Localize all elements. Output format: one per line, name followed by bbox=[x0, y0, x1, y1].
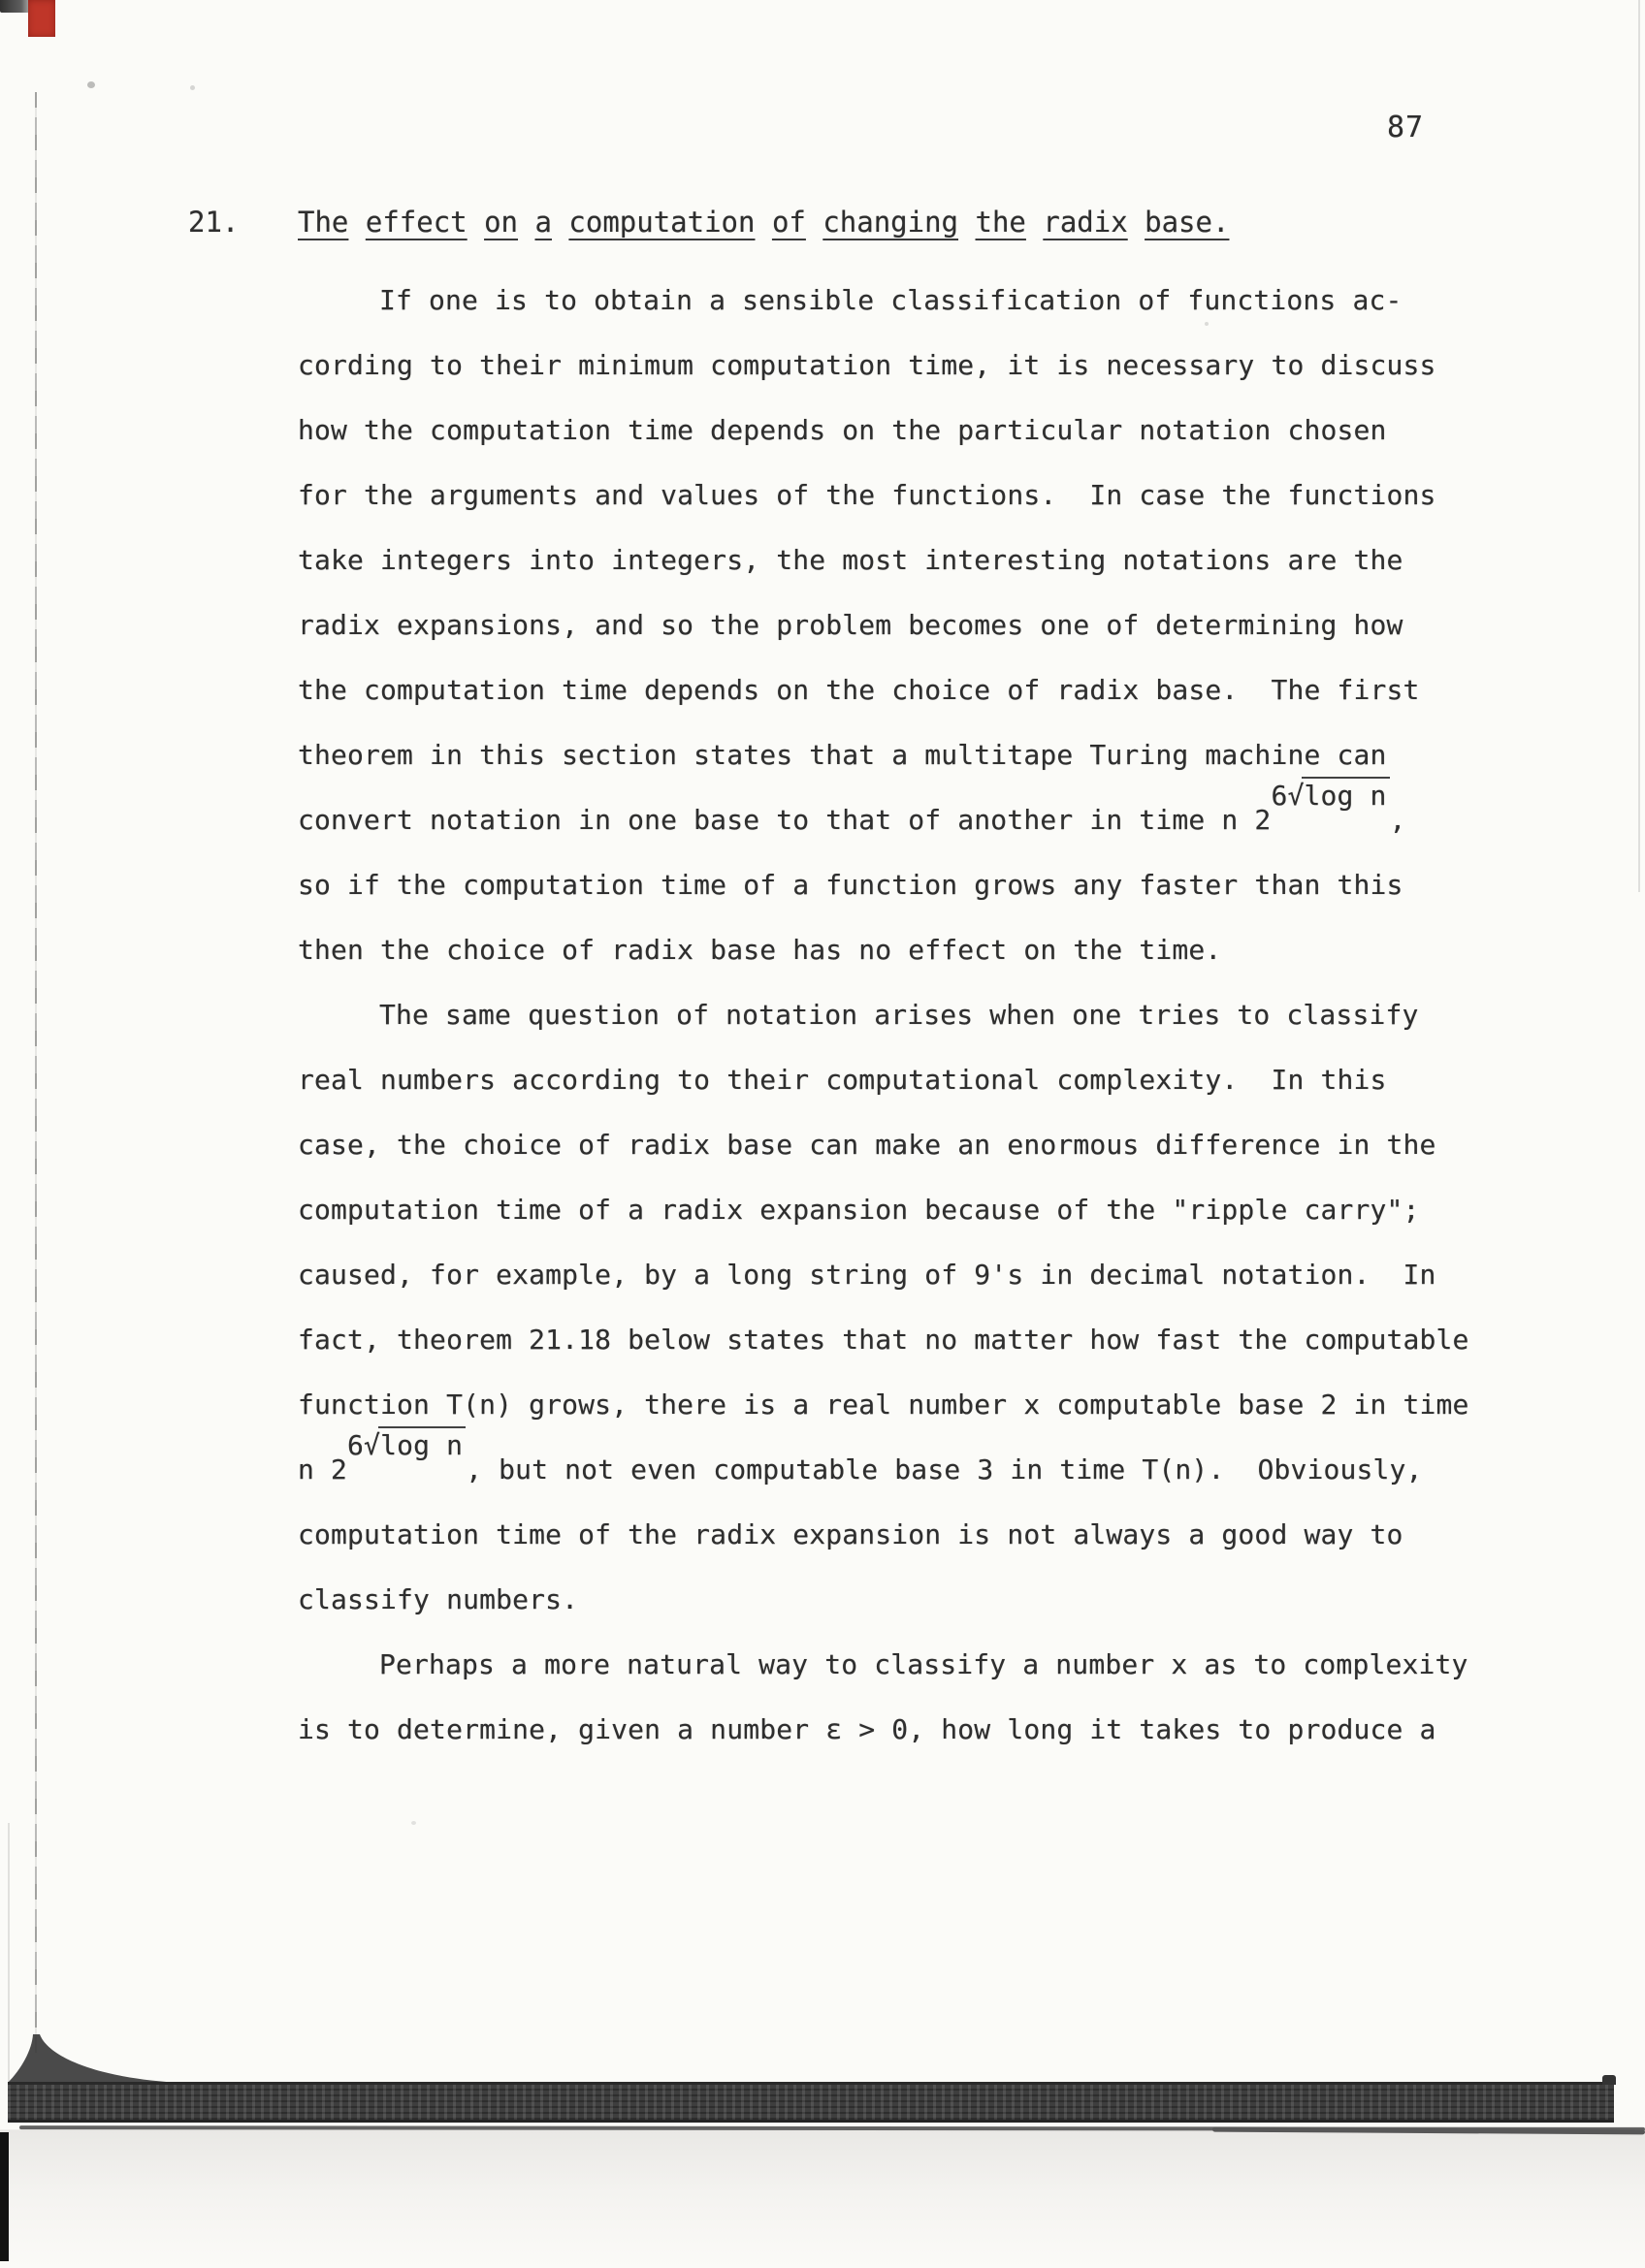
text-line: real numbers according to their computational complexity. In this bbox=[298, 1064, 1387, 1096]
section-title-word: of bbox=[771, 206, 806, 239]
section-title-word: effect bbox=[365, 206, 468, 239]
text-line: classify numbers. bbox=[298, 1583, 579, 1615]
text-line: caused, for example, by a long string of 9's in decimal notation. In bbox=[298, 1259, 1436, 1291]
formula-exponent-part: 6 bbox=[1271, 780, 1288, 812]
formula-exponent bbox=[1271, 780, 1389, 812]
text-line: radix expansions, and so the problem becomes one of determining how bbox=[298, 609, 1403, 641]
formula-pre-text: n 2 bbox=[298, 1453, 348, 1485]
section-title-word: a bbox=[534, 206, 552, 239]
formula-exponent-part: 6 bbox=[347, 1429, 365, 1461]
left-margin-scan-line bbox=[35, 92, 37, 2053]
text-line: Perhaps a more natural way to classify a number x as to complexity bbox=[379, 1648, 1468, 1680]
section-number: 21. bbox=[188, 206, 240, 239]
text-line: the computation time depends on the choice of radix base. The first bbox=[298, 674, 1420, 706]
text-line: The same question of notation arises when one tries to classify bbox=[379, 999, 1419, 1031]
right-edge-scan-line bbox=[1638, 0, 1640, 892]
text-line-formula bbox=[298, 1429, 1423, 1486]
formula-exponent-part: log n bbox=[1302, 777, 1389, 812]
scan-speck bbox=[411, 1821, 416, 1825]
section-title-word: on bbox=[484, 206, 519, 239]
text-line: fact, theorem 21.18 below states that no matter how fast the computable bbox=[298, 1324, 1469, 1356]
formula-pre-text: convert notation in one base to that of another in time n 2 bbox=[298, 804, 1272, 836]
formula-post-text: , but not even computable base 3 in time T(n). Obviously, bbox=[466, 1453, 1423, 1485]
section-title-word: radix bbox=[1043, 206, 1128, 239]
text-line: is to determine, given a number ε > 0, how long it takes to produce a bbox=[298, 1713, 1436, 1745]
text-line: how the computation time depends on the particular notation chosen bbox=[298, 414, 1387, 446]
formula-exponent-part: √ bbox=[1287, 780, 1305, 812]
formula-exponent bbox=[347, 1429, 466, 1461]
formula-exponent-part: log n bbox=[378, 1426, 466, 1461]
text-line: then the choice of radix base has no effect on the time. bbox=[298, 934, 1222, 966]
scan-speck bbox=[87, 81, 95, 88]
section-title-word: computation bbox=[568, 206, 756, 239]
formula-exponent-part: √ bbox=[364, 1429, 381, 1461]
next-page-edge-area bbox=[0, 2130, 1645, 2268]
scanner-bottom-band bbox=[8, 2082, 1614, 2123]
band-left-flare bbox=[8, 2034, 182, 2083]
text-line: function T(n) grows, there is a real number x computable base 2 in time bbox=[298, 1389, 1469, 1421]
scan-speck bbox=[190, 85, 195, 90]
text-line: for the arguments and values of the functions. In case the functions bbox=[298, 479, 1436, 511]
section-title-word: changing bbox=[822, 206, 959, 239]
text-line: so if the computation time of a function grows any faster than this bbox=[298, 869, 1403, 901]
page-number: 87 bbox=[1387, 111, 1425, 144]
formula-post-text: , bbox=[1389, 804, 1406, 836]
text-line: theorem in this section states that a multitape Turing machine can bbox=[298, 739, 1387, 771]
text-line: If one is to obtain a sensible classification of functions ac- bbox=[379, 284, 1403, 316]
red-tab-mark bbox=[28, 0, 55, 37]
text-line: case, the choice of radix base can make an enormous difference in the bbox=[298, 1129, 1436, 1161]
black-corner-bar bbox=[0, 2132, 9, 2261]
text-line-formula bbox=[298, 780, 1406, 837]
text-line: computation time of a radix expansion because of the "ripple carry"; bbox=[298, 1194, 1420, 1226]
scan-speck bbox=[1205, 322, 1209, 326]
section-title-word: The bbox=[298, 206, 349, 239]
section-title-word: the bbox=[975, 206, 1026, 239]
section-title-word: base. bbox=[1145, 206, 1230, 239]
text-line: take integers into integers, the most interesting notations are the bbox=[298, 544, 1403, 576]
text-line: cording to their minimum computation time, it is necessary to discuss bbox=[298, 349, 1436, 381]
text-line: computation time of the radix expansion is not always a good way to bbox=[298, 1518, 1403, 1550]
